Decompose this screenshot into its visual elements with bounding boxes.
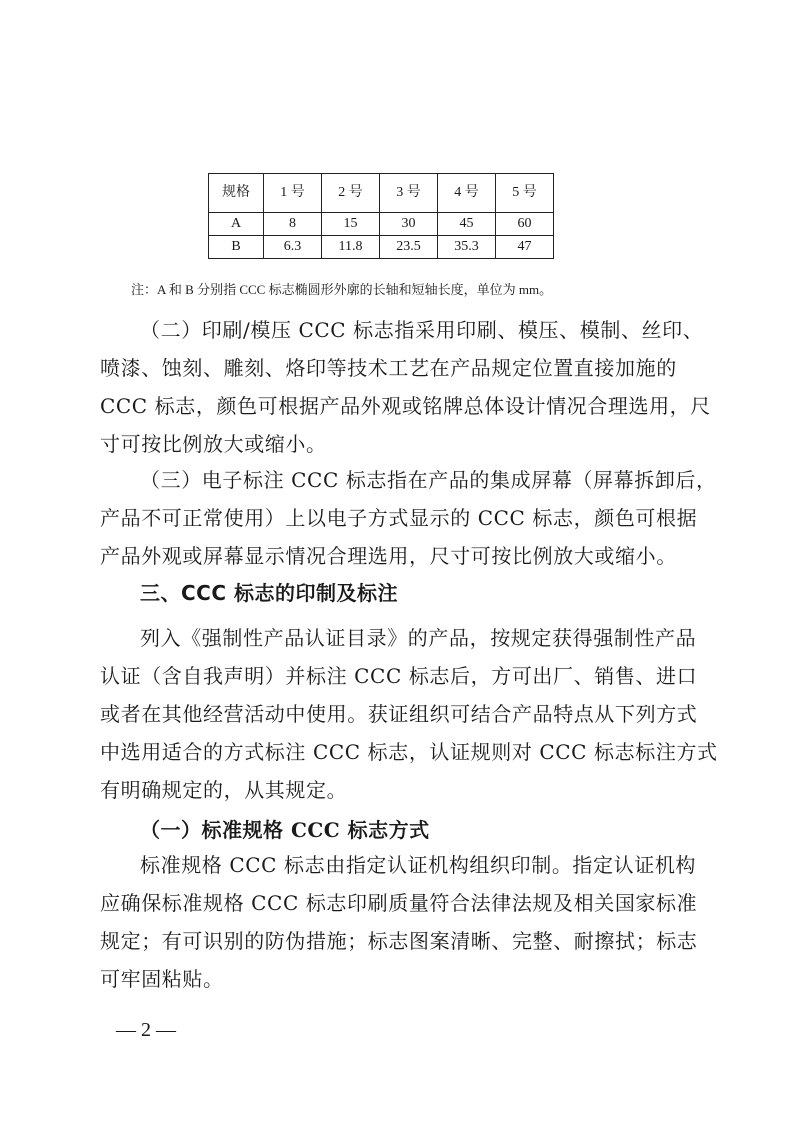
paragraph-line: CCC 标志，颜色可根据产品外观或铭牌总体设计情况合理选用，尺 (100, 394, 711, 418)
table-cell: 8 (264, 213, 322, 236)
table-cell: 30 (380, 213, 438, 236)
table-row (209, 213, 554, 236)
paragraph-line: 或者在其他经营活动中使用。获证组织可结合产品特点从下列方式 (100, 702, 698, 726)
table-row (209, 236, 554, 259)
paragraph-standard-mark (100, 846, 698, 998)
paragraph-line: 产品外观或屏幕显示情况合理选用，尺寸可按比例放大或缩小。 (100, 544, 677, 568)
table-cell: 15 (322, 213, 380, 236)
table-cell: 47 (496, 236, 554, 259)
table-cell: 23.5 (380, 236, 438, 259)
table-cell: A (209, 213, 264, 236)
table-header-cell: 1 号 (264, 174, 322, 213)
table-header-cell: 4 号 (438, 174, 496, 213)
paragraph-line: 可牢固粘贴。 (100, 967, 224, 991)
table-cell: 11.8 (322, 236, 380, 259)
page-number: — 2 — (116, 1019, 176, 1041)
table-note: 注：A 和 B 分别指 CCC 标志椭圆形外廓的长轴和短轴长度，单位为 mm。 (131, 282, 553, 297)
subsection-heading: （一）标准规格 CCC 标志方式 (140, 818, 430, 842)
table-header-cell: 2 号 (322, 174, 380, 213)
paragraph-line: （二）印刷/模压 CCC 标志指采用印刷、模压、模制、丝印、 (140, 318, 704, 342)
paragraph-line: 产品不可正常使用）上以电子方式显示的 CCC 标志，颜色可根据 (100, 506, 698, 530)
table-header-row (209, 174, 554, 213)
table-cell: 35.3 (438, 236, 496, 259)
paragraph-line: 中选用适合的方式标注 CCC 标志，认证规则对 CCC 标志标注方式 (100, 740, 718, 764)
paragraph-line: 认证（含自我声明）并标注 CCC 标志后，方可出厂、销售、进口 (100, 664, 698, 688)
paragraph-line: 规定；有可识别的防伪措施；标志图案清晰、完整、耐擦拭；标志 (100, 929, 698, 953)
paragraph-printed-mark (100, 311, 711, 463)
table-header-cell: 规格 (209, 174, 264, 213)
paragraph-line: （三）电子标注 CCC 标志指在产品的集成屏幕（屏幕拆卸后， (140, 468, 717, 492)
paragraph-line: 列入《强制性产品认证目录》的产品，按规定获得强制性产品 (140, 626, 697, 650)
paragraph-marking-requirements (100, 619, 718, 809)
section-heading: 三、CCC 标志的印制及标注 (140, 581, 398, 605)
paragraph-electronic-mark (100, 461, 717, 575)
table-cell: 60 (496, 213, 554, 236)
paragraph-line: 标准规格 CCC 标志由指定认证机构组织印制。指定认证机构 (140, 853, 697, 877)
paragraph-line: 寸可按比例放大或缩小。 (100, 432, 327, 456)
paragraph-line: 喷漆、蚀刻、雕刻、烙印等技术工艺在产品规定位置直接加施的 (100, 356, 677, 380)
table-cell: B (209, 236, 264, 259)
table-header-cell: 3 号 (380, 174, 438, 213)
size-spec-table (208, 173, 554, 259)
paragraph-line: 有明确规定的，从其规定。 (100, 778, 348, 802)
paragraph-line: 应确保标准规格 CCC 标志印刷质量符合法律法规及相关国家标准 (100, 891, 698, 915)
table-cell: 6.3 (264, 236, 322, 259)
table-cell: 45 (438, 213, 496, 236)
table-header-cell: 5 号 (496, 174, 554, 213)
